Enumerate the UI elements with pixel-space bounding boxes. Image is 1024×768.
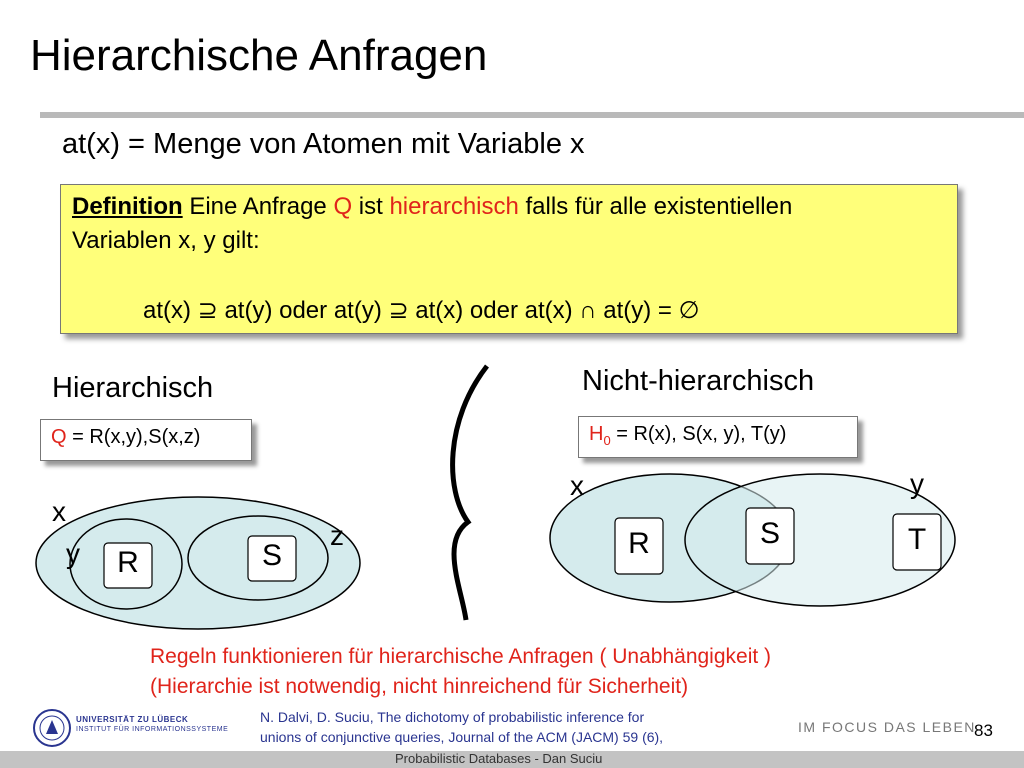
slide-title: Hierarchische Anfragen [30,31,488,80]
atom-s-left: S [261,539,282,572]
subtitle: at(x) = Menge von Atomen mit Variable x [62,128,585,160]
atom-t-right: T [907,523,927,556]
atom-r-right: R [628,527,650,560]
atom-s-right: S [759,517,780,550]
university-motto: IM FOCUS DAS LEBEN [798,719,976,735]
definition-line-2: Variablen x, y gilt: [72,227,260,254]
page-number: 83 [974,721,993,740]
definition-text-2: ist [352,193,390,220]
university-seal-icon [32,708,72,748]
footer-text: Probabilistic Databases - Dan Suciu [395,751,603,766]
university-name: UNIVERSITÄT ZU LÜBECK [76,715,189,724]
rules-line-2: (Hierarchie ist notwendig, nicht hinreichend für Sicherheit) [150,675,689,698]
definition-text-1: Eine Anfrage [182,193,334,220]
label-y-left: y [66,538,80,569]
definition-hierarchisch: hierarchisch [389,193,519,220]
rules-line-1: Regeln funktionieren für hierarchische Anfragen ( Unabhängigkeit ) [150,645,772,668]
atom-r-left: R [117,546,139,579]
query-q-body: = R(x,y),S(x,z) [66,426,201,448]
query-h-body: = R(x), S(x, y), T(y) [610,423,787,445]
definition-label: Definition [72,193,183,220]
definition-formula: at(x) ⊇ at(y) oder at(y) ⊇ at(x) oder at(x) ∩ at(y) = ∅ [143,297,700,324]
divider-brace [453,366,487,620]
rules-note [150,642,771,702]
non-hierarchical-query-box [578,416,858,458]
hierarchical-heading: Hierarchisch [52,372,214,404]
definition-q: Q [333,193,353,220]
non-hierarchical-heading: Nicht-hierarchisch [582,365,815,397]
label-x-left: x [52,496,66,527]
label-z-left: z [330,520,344,551]
query-q: Q [51,426,67,448]
query-h: H [589,423,604,445]
label-x-right: x [570,470,584,501]
query-h-subscript: 0 [603,433,611,448]
citation-line-2: unions of conjunctive queries, Journal of the ACM (JACM) 59 (6), [260,729,664,745]
definition-text-3: falls für alle existentiellen [518,193,793,220]
institute-name: INSTITUT FÜR INFORMATIONSSYSTEME [76,726,229,733]
citation-line-1: N. Dalvi, D. Suciu, The dichotomy of probabilistic inference for [260,709,645,725]
label-y-right: y [910,468,924,499]
